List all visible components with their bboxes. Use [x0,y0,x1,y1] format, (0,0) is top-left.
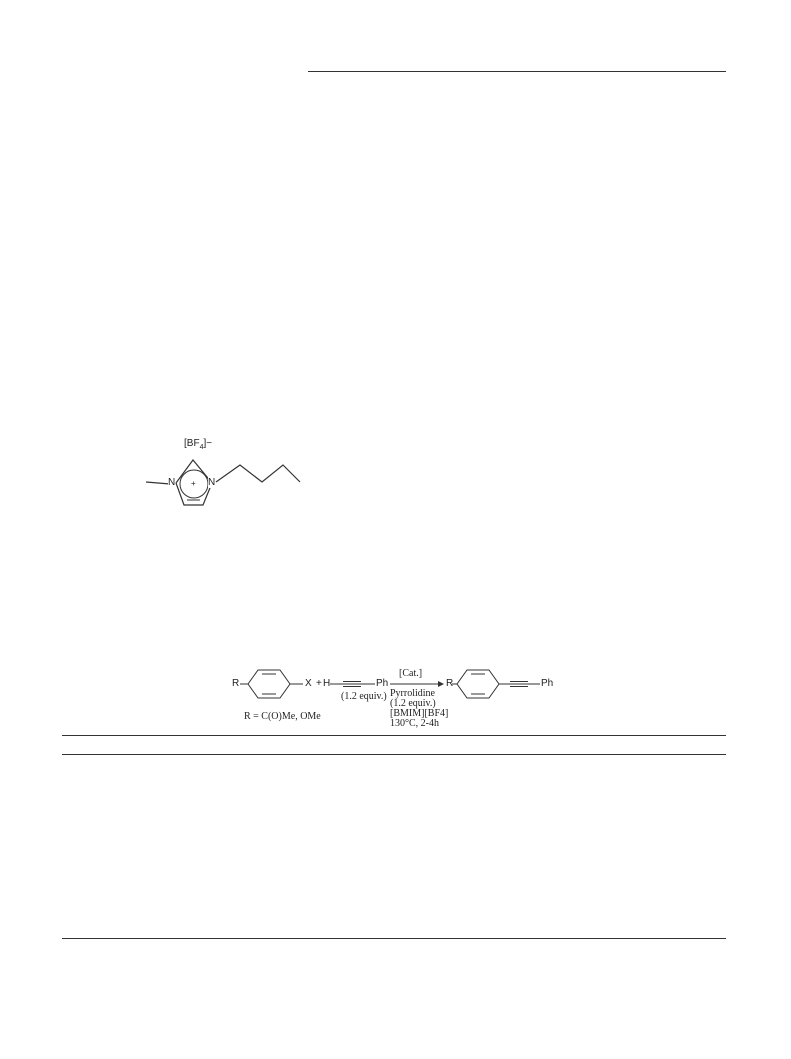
ring-n2: N [208,477,216,488]
table-bottom-rule [62,938,726,939]
catalyst-label: [Cat.] [399,668,423,679]
ring-n1: N [168,477,176,488]
table-top-rule [62,735,726,736]
base-equiv: (1.2 equiv.) [390,698,436,709]
solvent-label: [BMIM][BF4] [390,708,449,719]
product-r: R [446,678,454,689]
alkyne-h: H [323,678,331,689]
alkyne-ph: Ph [376,678,389,689]
plus-sign: + [316,678,322,689]
alkyne-equiv: (1.2 equiv.) [341,691,387,702]
product-ph: Ph [541,678,554,689]
r-definition: R = C(O)Me, OMe [244,711,321,722]
base-label: Pyrrolidine [390,688,435,699]
table-header-rule [62,754,726,755]
ring-charge: + [191,479,196,488]
reactant-x: X [305,678,312,689]
temperature-time: 130°C, 2-4h [390,718,439,729]
reactant-r: R [232,678,240,689]
reaction-conditions [390,689,448,729]
anion-label: $[BF_4]-$ [184,438,213,451]
